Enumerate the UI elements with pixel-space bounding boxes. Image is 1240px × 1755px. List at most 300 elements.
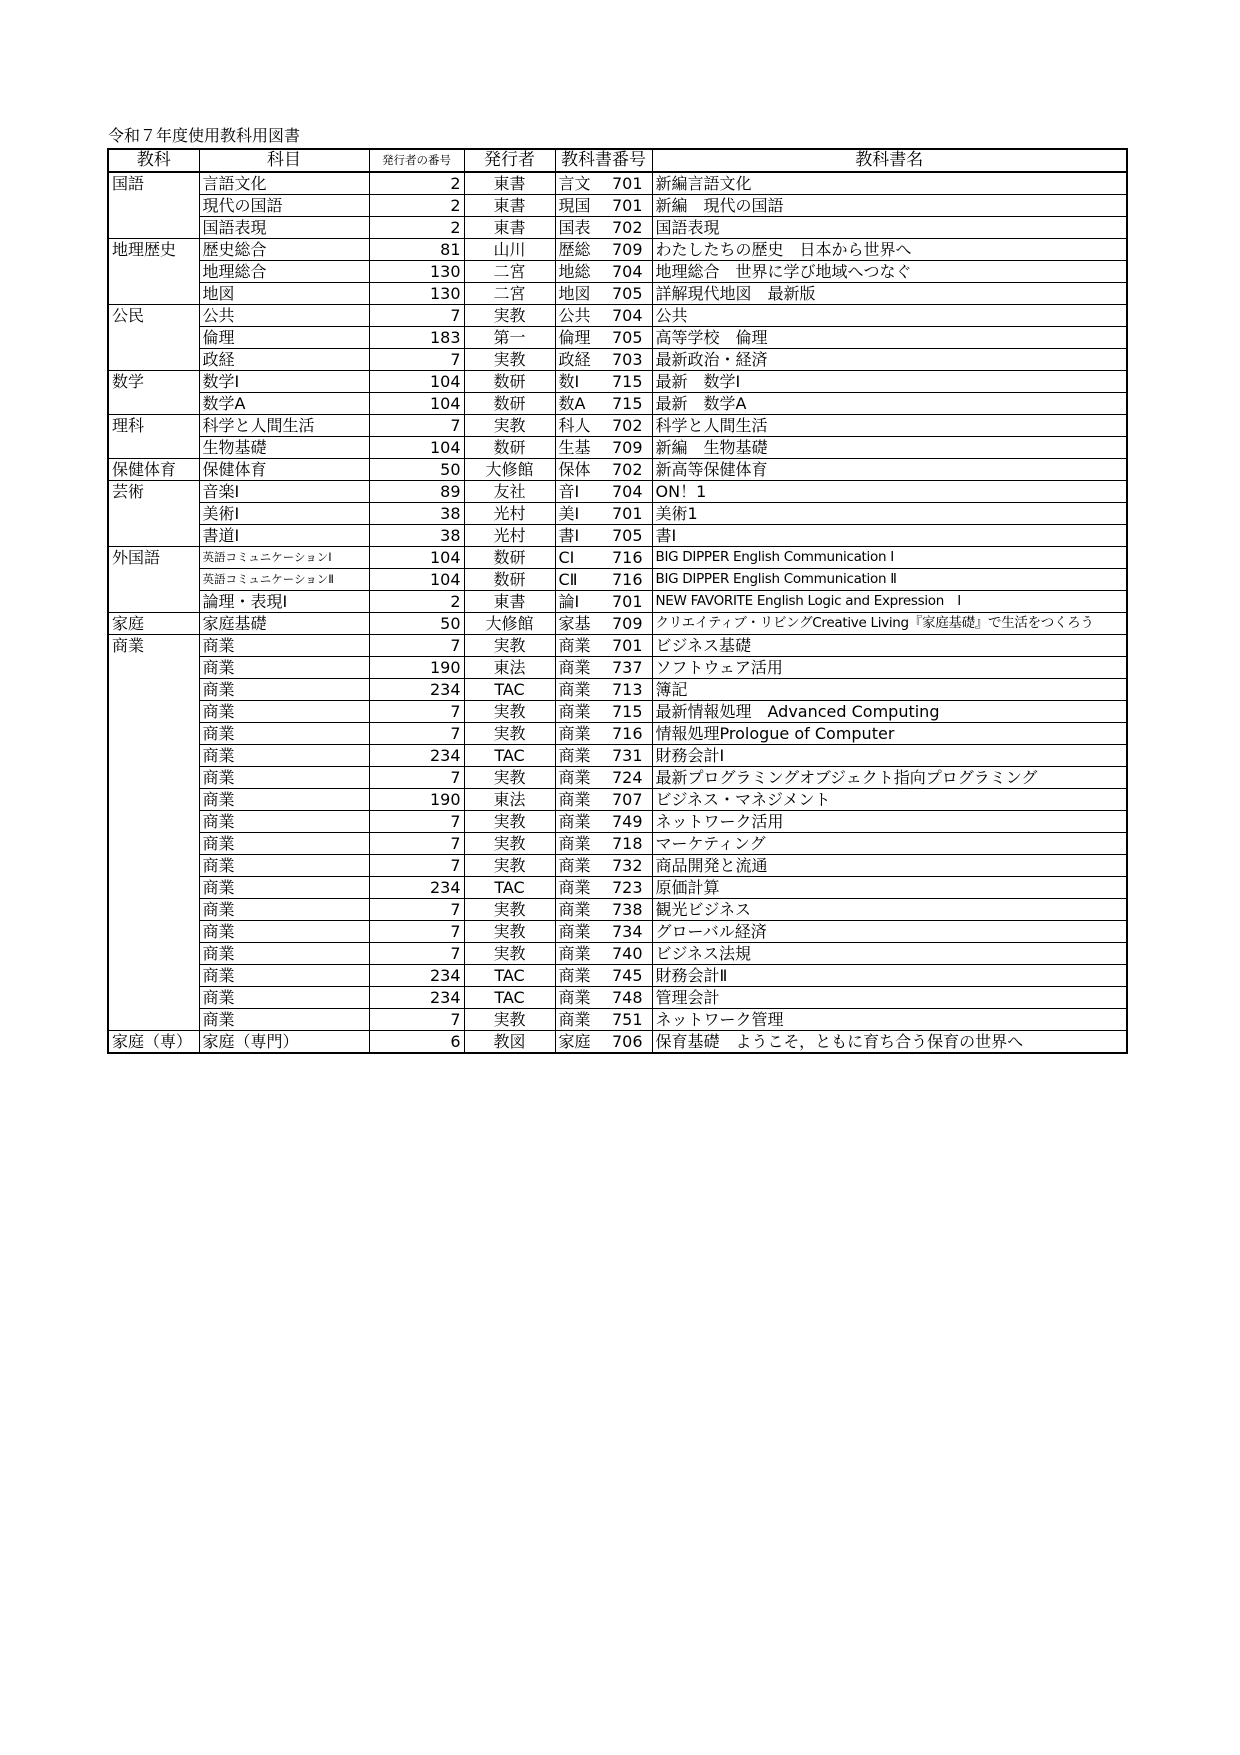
- textbook-number-cell: [555, 987, 652, 1009]
- textbook-number-cell: [555, 591, 652, 613]
- book-title-cell: BIG DIPPER English Communication Ⅱ: [652, 569, 1127, 591]
- kyouka-cell: [108, 657, 199, 679]
- publisher-cell: 東書: [464, 172, 555, 195]
- textbook-code: 748: [611, 988, 643, 1007]
- textbook-prefix: 商業: [558, 878, 591, 897]
- book-title-cell: 最新 数学Ⅰ: [652, 371, 1127, 393]
- kamoku-cell: 政経: [199, 349, 369, 371]
- publisher-cell: 光村: [464, 525, 555, 547]
- kamoku-cell: 現代の国語: [199, 195, 369, 217]
- book-title-cell: BIG DIPPER English Communication Ⅰ: [652, 547, 1127, 569]
- book-title-cell: 最新プログラミングオブジェクト指向プログラミング: [652, 767, 1127, 789]
- textbook-code: 718: [611, 834, 643, 853]
- header-publisher: 発行者: [464, 149, 555, 172]
- table-row: [108, 921, 1127, 943]
- publisher-number-cell: 2: [369, 172, 464, 195]
- kyouka-cell: [108, 965, 199, 987]
- kamoku-cell: 英語コミュニケーションⅠ: [199, 547, 369, 569]
- kamoku-cell: 国語表現: [199, 217, 369, 239]
- kamoku-cell: 商業: [199, 701, 369, 723]
- book-title-cell: ソフトウェア活用: [652, 657, 1127, 679]
- header-kyouka: 教科: [108, 149, 199, 172]
- textbook-number-cell: [555, 635, 652, 657]
- book-title-cell: 地理総合 世界に学び地域へつなぐ: [652, 261, 1127, 283]
- publisher-cell: 東法: [464, 789, 555, 811]
- textbook-number-cell: [555, 811, 652, 833]
- book-title-cell: クリエイティブ・リビングCreative Living『家庭基礎』で生活をつくろう: [652, 613, 1127, 635]
- book-title-cell: 簿記: [652, 679, 1127, 701]
- textbook-code: 705: [611, 328, 643, 347]
- publisher-cell: 実教: [464, 767, 555, 789]
- kamoku-cell: 美術Ⅰ: [199, 503, 369, 525]
- kamoku-cell: 商業: [199, 679, 369, 701]
- textbook-number-cell: [555, 459, 652, 481]
- header-textbook-number: 教科書番号: [555, 149, 652, 172]
- book-title-cell: ON！1: [652, 481, 1127, 503]
- publisher-cell: 光村: [464, 503, 555, 525]
- table-row: [108, 481, 1127, 503]
- book-title-cell: 財務会計Ⅰ: [652, 745, 1127, 767]
- header-publisher-number: 発行者の番号: [369, 149, 464, 172]
- textbook-prefix: 地総: [558, 262, 591, 281]
- table-row: [108, 591, 1127, 613]
- book-title-cell: 最新情報処理 Advanced Computing: [652, 701, 1127, 723]
- kyouka-cell: [108, 899, 199, 921]
- textbook-code: 709: [611, 438, 643, 457]
- publisher-cell: TAC: [464, 965, 555, 987]
- book-title-cell: 高等学校 倫理: [652, 327, 1127, 349]
- table-row: [108, 679, 1127, 701]
- textbook-number-cell: [555, 393, 652, 415]
- publisher-cell: 実教: [464, 899, 555, 921]
- textbook-prefix: 書Ⅰ: [558, 526, 580, 545]
- table-row: [108, 965, 1127, 987]
- book-title-cell: グローバル経済: [652, 921, 1127, 943]
- kyouka-cell: [108, 877, 199, 899]
- table-row: [108, 569, 1127, 591]
- textbook-prefix: 公共: [558, 306, 591, 325]
- publisher-cell: 実教: [464, 415, 555, 437]
- kyouka-cell: [108, 987, 199, 1009]
- textbook-prefix: 論Ⅰ: [558, 592, 580, 611]
- textbook-prefix: 家庭: [558, 1032, 591, 1051]
- publisher-cell: 実教: [464, 943, 555, 965]
- book-title-cell: ビジネス・マネジメント: [652, 789, 1127, 811]
- table-row: [108, 1031, 1127, 1054]
- publisher-cell: 実教: [464, 305, 555, 327]
- kamoku-cell: 商業: [199, 789, 369, 811]
- textbook-prefix: 商業: [558, 768, 591, 787]
- textbook-number-cell: [555, 415, 652, 437]
- publisher-number-cell: 7: [369, 305, 464, 327]
- textbook-code: 704: [611, 306, 643, 325]
- book-title-cell: 詳解現代地図 最新版: [652, 283, 1127, 305]
- header-kamoku: 科目: [199, 149, 369, 172]
- kamoku-cell: 英語コミュニケーションⅡ: [199, 569, 369, 591]
- book-title-cell: マーケティング: [652, 833, 1127, 855]
- table-row: [108, 833, 1127, 855]
- kyouka-cell: [108, 503, 199, 525]
- publisher-cell: 第一: [464, 327, 555, 349]
- textbook-number-cell: [555, 569, 652, 591]
- publisher-cell: TAC: [464, 745, 555, 767]
- textbook-prefix: 商業: [558, 988, 591, 1007]
- textbook-prefix: 商業: [558, 900, 591, 919]
- kamoku-cell: 家庭（専門）: [199, 1031, 369, 1054]
- kyouka-cell: [108, 943, 199, 965]
- kamoku-cell: 家庭基礎: [199, 613, 369, 635]
- book-title-cell: 管理会計: [652, 987, 1127, 1009]
- table-row: [108, 855, 1127, 877]
- textbook-number-cell: [555, 833, 652, 855]
- textbook-prefix: 言文: [558, 174, 591, 193]
- textbook-code: 705: [611, 284, 643, 303]
- book-title-cell: 保育基礎 ようこそ，ともに育ち合う保育の世界へ: [652, 1031, 1127, 1054]
- kyouka-cell: [108, 679, 199, 701]
- kyouka-cell: [108, 789, 199, 811]
- kyouka-cell: [108, 327, 199, 349]
- table-row: [108, 635, 1127, 657]
- publisher-number-cell: 2: [369, 195, 464, 217]
- textbook-code: 731: [611, 746, 643, 765]
- publisher-number-cell: 7: [369, 943, 464, 965]
- kamoku-cell: 商業: [199, 877, 369, 899]
- textbook-number-cell: [555, 877, 652, 899]
- table-row: [108, 987, 1127, 1009]
- publisher-cell: 山川: [464, 239, 555, 261]
- table-row: [108, 811, 1127, 833]
- book-title-cell: 最新政治・経済: [652, 349, 1127, 371]
- kyouka-cell: [108, 921, 199, 943]
- textbook-code: 704: [611, 482, 643, 501]
- kamoku-cell: 商業: [199, 987, 369, 1009]
- table-row: [108, 393, 1127, 415]
- table-row: [108, 371, 1127, 393]
- textbook-prefix: 数A: [558, 394, 586, 413]
- textbook-prefix: 科人: [558, 416, 591, 435]
- textbook-prefix: 音Ⅰ: [558, 482, 580, 501]
- textbook-prefix: 国表: [558, 218, 591, 237]
- table-row: [108, 899, 1127, 921]
- publisher-number-cell: 38: [369, 503, 464, 525]
- textbook-code: 737: [611, 658, 643, 677]
- textbook-number-cell: [555, 657, 652, 679]
- kyouka-cell: 理科: [108, 415, 199, 437]
- textbook-code: 705: [611, 526, 643, 545]
- header-row: [108, 149, 1127, 172]
- textbook-number-cell: [555, 481, 652, 503]
- textbook-number-cell: [555, 745, 652, 767]
- textbook-code: 732: [611, 856, 643, 875]
- book-title-cell: ビジネス法規: [652, 943, 1127, 965]
- kamoku-cell: 公共: [199, 305, 369, 327]
- table-row: [108, 261, 1127, 283]
- textbook-code: 701: [611, 636, 643, 655]
- table-row: [108, 503, 1127, 525]
- textbook-number-cell: [555, 943, 652, 965]
- textbook-code: 704: [611, 262, 643, 281]
- book-title-cell: ネットワーク管理: [652, 1009, 1127, 1031]
- kamoku-cell: 商業: [199, 943, 369, 965]
- publisher-number-cell: 130: [369, 261, 464, 283]
- textbook-prefix: 地図: [558, 284, 591, 303]
- textbook-code: 706: [611, 1032, 643, 1051]
- kamoku-cell: 商業: [199, 899, 369, 921]
- publisher-cell: 東書: [464, 591, 555, 613]
- book-title-cell: 科学と人間生活: [652, 415, 1127, 437]
- textbook-code: 751: [611, 1010, 643, 1029]
- textbook-number-cell: [555, 1009, 652, 1031]
- textbook-number-cell: [555, 789, 652, 811]
- publisher-number-cell: 190: [369, 789, 464, 811]
- table-row: [108, 283, 1127, 305]
- textbook-code: 715: [611, 372, 643, 391]
- textbook-code: 749: [611, 812, 643, 831]
- textbook-prefix: 商業: [558, 790, 591, 809]
- kyouka-cell: 地理歴史: [108, 239, 199, 261]
- page-title: 令和７年度使用教科用図書: [108, 126, 301, 145]
- publisher-number-cell: 7: [369, 855, 464, 877]
- publisher-cell: TAC: [464, 877, 555, 899]
- publisher-number-cell: 7: [369, 415, 464, 437]
- kyouka-cell: [108, 261, 199, 283]
- textbook-code: 740: [611, 944, 643, 963]
- table-row: [108, 172, 1127, 195]
- textbook-code: 709: [611, 614, 643, 633]
- table-row: [108, 547, 1127, 569]
- textbook-prefix: 保体: [558, 460, 591, 479]
- publisher-cell: 実教: [464, 811, 555, 833]
- kyouka-cell: [108, 701, 199, 723]
- textbook-prefix: 政経: [558, 350, 591, 369]
- publisher-number-cell: 234: [369, 987, 464, 1009]
- textbook-code: 716: [611, 548, 643, 567]
- kamoku-cell: 商業: [199, 965, 369, 987]
- publisher-number-cell: 183: [369, 327, 464, 349]
- textbook-code: 738: [611, 900, 643, 919]
- textbook-prefix: 商業: [558, 944, 591, 963]
- kamoku-cell: 地図: [199, 283, 369, 305]
- publisher-number-cell: 7: [369, 921, 464, 943]
- book-title-cell: 書Ⅰ: [652, 525, 1127, 547]
- textbook-number-cell: [555, 701, 652, 723]
- publisher-number-cell: 7: [369, 701, 464, 723]
- textbook-prefix: 商業: [558, 856, 591, 875]
- textbook-number-cell: [555, 172, 652, 195]
- textbook-number-cell: [555, 899, 652, 921]
- publisher-cell: 実教: [464, 349, 555, 371]
- table-row: [108, 239, 1127, 261]
- kyouka-cell: 家庭: [108, 613, 199, 635]
- publisher-cell: 二宮: [464, 261, 555, 283]
- textbook-prefix: 商業: [558, 658, 591, 677]
- textbook-prefix: 商業: [558, 834, 591, 853]
- textbook-number-cell: [555, 1031, 652, 1054]
- publisher-number-cell: 7: [369, 349, 464, 371]
- kamoku-cell: 書道Ⅰ: [199, 525, 369, 547]
- textbook-prefix: 商業: [558, 746, 591, 765]
- publisher-cell: 実教: [464, 833, 555, 855]
- textbook-number-cell: [555, 217, 652, 239]
- textbook-code: 716: [611, 570, 643, 589]
- textbook-code: 723: [611, 878, 643, 897]
- publisher-number-cell: 7: [369, 635, 464, 657]
- kamoku-cell: 音楽Ⅰ: [199, 481, 369, 503]
- table-row: [108, 613, 1127, 635]
- kyouka-cell: [108, 723, 199, 745]
- table-row: [108, 943, 1127, 965]
- textbook-number-cell: [555, 525, 652, 547]
- publisher-number-cell: 7: [369, 899, 464, 921]
- textbook-prefix: 家基: [558, 614, 591, 633]
- textbook-number-cell: [555, 195, 652, 217]
- kyouka-cell: [108, 393, 199, 415]
- book-title-cell: 美術1: [652, 503, 1127, 525]
- publisher-number-cell: 2: [369, 591, 464, 613]
- kyouka-cell: 数学: [108, 371, 199, 393]
- publisher-cell: 実教: [464, 635, 555, 657]
- table-row: [108, 415, 1127, 437]
- kamoku-cell: 商業: [199, 723, 369, 745]
- kyouka-cell: [108, 811, 199, 833]
- textbook-table: [107, 148, 1128, 1054]
- table-row: [108, 195, 1127, 217]
- textbook-number-cell: [555, 327, 652, 349]
- header-book-title: 教科書名: [652, 149, 1127, 172]
- publisher-cell: 実教: [464, 921, 555, 943]
- publisher-cell: 数研: [464, 393, 555, 415]
- publisher-number-cell: 104: [369, 371, 464, 393]
- kyouka-cell: [108, 591, 199, 613]
- publisher-number-cell: 7: [369, 833, 464, 855]
- textbook-number-cell: [555, 613, 652, 635]
- book-title-cell: 情報処理Prologue of Computer: [652, 723, 1127, 745]
- textbook-code: 701: [611, 174, 643, 193]
- publisher-cell: 大修館: [464, 459, 555, 481]
- table-row: [108, 459, 1127, 481]
- textbook-prefix: 商業: [558, 812, 591, 831]
- book-title-cell: ビジネス基礎: [652, 635, 1127, 657]
- textbook-prefix: 現国: [558, 196, 591, 215]
- table-row: [108, 877, 1127, 899]
- publisher-number-cell: 89: [369, 481, 464, 503]
- textbook-prefix: 商業: [558, 724, 591, 743]
- kyouka-cell: [108, 855, 199, 877]
- kyouka-cell: 商業: [108, 635, 199, 657]
- table-row: [108, 525, 1127, 547]
- publisher-number-cell: 190: [369, 657, 464, 679]
- textbook-code: 713: [611, 680, 643, 699]
- textbook-prefix: 商業: [558, 680, 591, 699]
- publisher-number-cell: 104: [369, 393, 464, 415]
- textbook-code: 715: [611, 702, 643, 721]
- kamoku-cell: 保健体育: [199, 459, 369, 481]
- kyouka-cell: 保健体育: [108, 459, 199, 481]
- kamoku-cell: 商業: [199, 635, 369, 657]
- publisher-number-cell: 38: [369, 525, 464, 547]
- publisher-number-cell: 234: [369, 877, 464, 899]
- textbook-number-cell: [555, 437, 652, 459]
- book-title-cell: 新編 生物基礎: [652, 437, 1127, 459]
- kamoku-cell: 言語文化: [199, 172, 369, 195]
- kyouka-cell: [108, 195, 199, 217]
- publisher-number-cell: 7: [369, 767, 464, 789]
- publisher-number-cell: 50: [369, 459, 464, 481]
- kamoku-cell: 地理総合: [199, 261, 369, 283]
- kamoku-cell: 論理・表現Ⅰ: [199, 591, 369, 613]
- textbook-code: 709: [611, 240, 643, 259]
- publisher-number-cell: 104: [369, 547, 464, 569]
- textbook-prefix: 商業: [558, 636, 591, 655]
- kamoku-cell: 倫理: [199, 327, 369, 349]
- kamoku-cell: 商業: [199, 855, 369, 877]
- table-row: [108, 437, 1127, 459]
- textbook-code: 724: [611, 768, 643, 787]
- publisher-cell: TAC: [464, 987, 555, 1009]
- textbook-code: 707: [611, 790, 643, 809]
- textbook-code: 715: [611, 394, 643, 413]
- textbook-number-cell: [555, 349, 652, 371]
- textbook-prefix: 倫理: [558, 328, 591, 347]
- textbook-number-cell: [555, 305, 652, 327]
- textbook-number-cell: [555, 767, 652, 789]
- book-title-cell: 財務会計Ⅱ: [652, 965, 1127, 987]
- table-row: [108, 217, 1127, 239]
- kyouka-cell: 芸術: [108, 481, 199, 503]
- textbook-number-cell: [555, 371, 652, 393]
- publisher-number-cell: 6: [369, 1031, 464, 1054]
- textbook-number-cell: [555, 723, 652, 745]
- book-title-cell: 新高等保健体育: [652, 459, 1127, 481]
- textbook-code: 702: [611, 416, 643, 435]
- textbook-number-cell: [555, 679, 652, 701]
- publisher-number-cell: 50: [369, 613, 464, 635]
- textbook-code: 701: [611, 592, 643, 611]
- book-title-cell: ネットワーク活用: [652, 811, 1127, 833]
- publisher-cell: 実教: [464, 1009, 555, 1031]
- textbook-prefix: 生基: [558, 438, 591, 457]
- publisher-cell: 二宮: [464, 283, 555, 305]
- kamoku-cell: 商業: [199, 833, 369, 855]
- kamoku-cell: 商業: [199, 767, 369, 789]
- publisher-cell: 実教: [464, 855, 555, 877]
- table-row: [108, 1009, 1127, 1031]
- textbook-number-cell: [555, 965, 652, 987]
- textbook-prefix: CⅡ: [558, 570, 578, 589]
- publisher-number-cell: 104: [369, 569, 464, 591]
- kamoku-cell: 商業: [199, 921, 369, 943]
- kyouka-cell: [108, 1009, 199, 1031]
- table-row: [108, 701, 1127, 723]
- kyouka-cell: 国語: [108, 172, 199, 195]
- textbook-code: 703: [611, 350, 643, 369]
- publisher-cell: 東法: [464, 657, 555, 679]
- publisher-number-cell: 234: [369, 745, 464, 767]
- book-title-cell: 最新 数学A: [652, 393, 1127, 415]
- publisher-cell: 東書: [464, 217, 555, 239]
- book-title-cell: 新編言語文化: [652, 172, 1127, 195]
- textbook-prefix: 美Ⅰ: [558, 504, 580, 523]
- textbook-prefix: CⅠ: [558, 548, 575, 567]
- publisher-number-cell: 7: [369, 811, 464, 833]
- publisher-cell: 数研: [464, 569, 555, 591]
- textbook-prefix: 商業: [558, 966, 591, 985]
- publisher-cell: 数研: [464, 371, 555, 393]
- publisher-number-cell: 234: [369, 679, 464, 701]
- publisher-cell: 数研: [464, 437, 555, 459]
- publisher-number-cell: 130: [369, 283, 464, 305]
- textbook-code: 702: [611, 218, 643, 237]
